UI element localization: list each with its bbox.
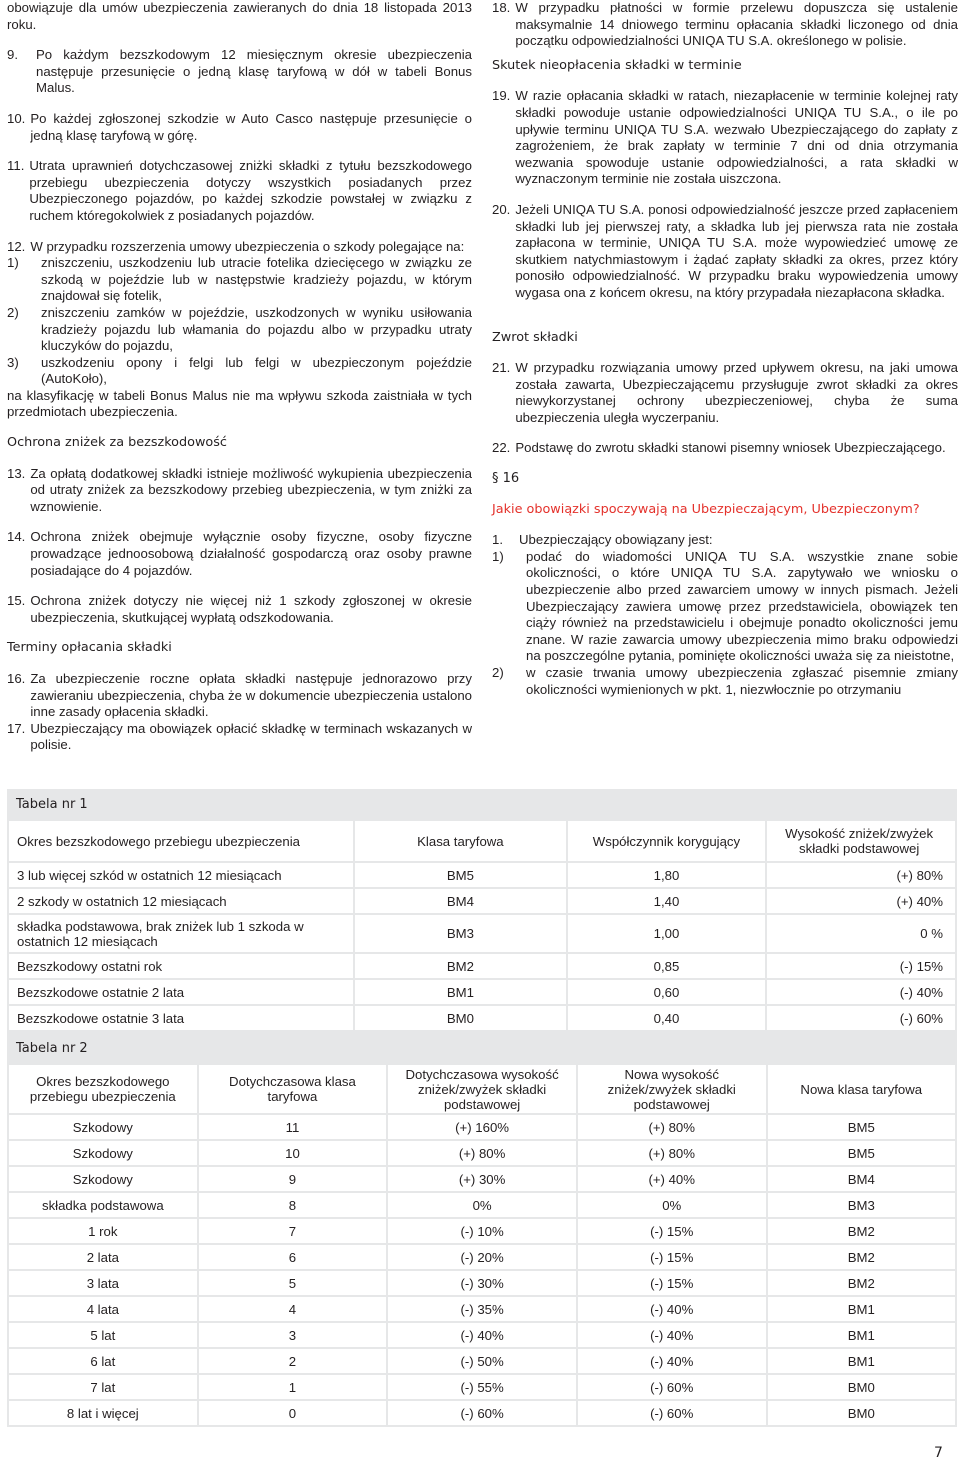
table-cell: 0 [198, 1400, 388, 1426]
table-cell: składka podstawowa [8, 1192, 198, 1218]
table-cell: (-) 55% [387, 1374, 577, 1400]
table-cell: 8 lat i więcej [8, 1400, 198, 1426]
table-cell: 1,40 [567, 888, 767, 914]
table-cell: (-) 40% [577, 1322, 767, 1348]
table-header-row [8, 820, 956, 862]
table-cell: BM2 [354, 953, 566, 979]
table-cell: 8 [198, 1192, 388, 1218]
table-cell: Bezszkodowe ostatnie 2 lata [8, 979, 354, 1005]
table-cell: BM2 [767, 1270, 956, 1296]
table-cell: (+) 40% [766, 888, 956, 914]
table-cell: (+) 80% [766, 862, 956, 888]
table-row [8, 1374, 956, 1400]
intro-text: obowiązuje dla umów ubezpieczenia zawieranych do dnia 18 listopada 2013 roku. [7, 0, 472, 32]
table-cell: 3 [198, 1322, 388, 1348]
left-column [7, 0, 472, 754]
paragraph-12: 12. W przypadku rozszerzenia umowy ubezpieczenia o szkody polegające na: [7, 238, 465, 254]
table-cell: Szkodowy [8, 1140, 198, 1166]
table-cell: 5 lat [8, 1322, 198, 1348]
table-cell: BM4 [767, 1166, 956, 1192]
table-cell: BM0 [767, 1400, 956, 1426]
paragraph-11: 11. Utrata uprawnień dotychczasowej zniżki składki z tytułu bezszkodowego przebiegu ubezpieczenia dotyczy wszystkich posiadanych przez Ubezpieczonego pojazdów, po każdej szkodzie powstałej w związku z ruchem któregokolwiek z posiadanych pojazdów. [7, 158, 472, 223]
table-row [8, 914, 956, 953]
list-item: 1) zniszczeniu, uszkodzeniu lub utracie fotelika dziecięcego w związku ze szkodą w pojeździe lub w następstwie kradzieży pojazdu, w którym znajdował się fotelik, [7, 255, 472, 304]
table-1-body [8, 862, 956, 1031]
table-cell: 0% [387, 1192, 577, 1218]
list-item: 2) w czasie trwania umowy ubezpieczenia zgłaszać pisemnie zmiany okoliczności wymienionych w pkt. 1, niezwłocznie po otrzymaniu [492, 665, 958, 697]
table-cell: Bezszkodowy ostatni rok [8, 953, 354, 979]
table-cell: (-) 40% [387, 1322, 577, 1348]
paragraph-15: 15. Ochrona zniżek dotyczy nie więcej niż 1 szkody zgłoszonej w okresie ubezpieczenia, skutkującej wypłatą odszkodowania. [7, 593, 472, 625]
table-2-caption: Tabela nr 2 [16, 1041, 88, 1056]
table-cell: 7 lat [8, 1374, 198, 1400]
paragraph-12-tail: na klasyfikację w tabeli Bonus Malus nie ma wpływu szkoda zaistniała w tych przedmiotach ubezpieczenia. [7, 387, 472, 420]
table-cell: 6 lat [8, 1348, 198, 1374]
table-cell: BM1 [354, 979, 566, 1005]
table-cell: BM5 [767, 1140, 956, 1166]
table-row [8, 1296, 956, 1322]
table-row [8, 1114, 956, 1140]
header-cell: Okres bezszkodowego przebiegu ubezpieczenia [8, 820, 354, 862]
table-row [8, 1400, 956, 1426]
table-cell: 1 rok [8, 1218, 198, 1244]
table-cell: 0,40 [567, 1005, 767, 1031]
paragraph-18: 18. W przypadku płatności w formie przelewu dopuszcza się ustalenie maksymalnie 14 dniowego terminu opłacania składki liczonego od dnia początku odpowiedzialności UNIQA TU S.A. określonego w polisie. [492, 0, 958, 49]
paragraph-21: 21. W przypadku rozwiązania umowy przed upływem okresu, na jaki umowa została zawarta, Ubezpieczającemu przysługuje zwrot składki za okres niewykorzystanej ochrony ubezpieczeniowej, chyba że suma ubezpieczenia uległa wyczerpaniu. [492, 360, 958, 425]
table-cell: (+) 30% [387, 1166, 577, 1192]
table-row [8, 979, 956, 1005]
list-item: 1) podać do wiadomości UNIQA TU S.A. wszystkie znane sobie okoliczności, o które UNIQA TU S.A. zapytywało we wniosku o ubezpieczenie albo przed zawarciem umowy w innych pismach. Jeżeli Ubezpieczający zawiera umowę przez przedstawiciela, obowiązek ten ciąży również na przedstawicielu i obejmuje ponadto okoliczności jemu znane. W razie zawarcia umowy ubezpieczenia mimo braku odpowiedzi na poszczególne pytania, pominięte okoliczności uważa się za nieistotne, [492, 548, 958, 664]
table-cell: 2 [198, 1348, 388, 1374]
table-cell: BM2 [767, 1244, 956, 1270]
table-1 [7, 819, 957, 1032]
paragraph-19: 19. W razie opłacania składki w ratach, niezapłacenie w terminie kolejnej raty składki powoduje ustanie odpowiedzialności UNIQA TU S.A., o ile po upływie terminu UNIQA TU S.A. wezwało Ubezpieczającego do zapłaty z zagrożeniem, że brak zapłaty w terminie 7 dni od dnia otrzymania wezwania spowoduje ustanie odpowiedzialności, a rata składki w wyznaczonym terminie nie została uiszczona. [492, 88, 958, 187]
header-cell: Nowa wysokość zniżek/zwyżek składki podstawowej [577, 1064, 767, 1114]
table-cell: składka podstawowa, brak zniżek lub 1 szkoda w ostatnich 12 miesiącach [8, 914, 354, 953]
heading-terminy: Terminy opłacania składki [7, 640, 172, 656]
table-cell: 7 [198, 1218, 388, 1244]
table-cell: BM0 [767, 1374, 956, 1400]
table-cell: Bezszkodowe ostatnie 3 lata [8, 1005, 354, 1031]
table-cell: (+) 80% [387, 1140, 577, 1166]
table-cell: 0,85 [567, 953, 767, 979]
header-cell: Dotychczasowa klasa taryfowa [198, 1064, 388, 1114]
table-cell: 0% [577, 1192, 767, 1218]
table-row [8, 1218, 956, 1244]
heading-ochrona-znizek: Ochrona zniżek za bezszkodowość [7, 435, 227, 451]
table-2 [7, 1063, 957, 1427]
table-cell: (-) 40% [766, 979, 956, 1005]
table-cell: BM2 [767, 1218, 956, 1244]
table-cell: 4 [198, 1296, 388, 1322]
table-cell: BM1 [767, 1296, 956, 1322]
table-2-body [8, 1114, 956, 1426]
table-2-block [7, 1033, 957, 1427]
table-cell: BM4 [354, 888, 566, 914]
table-cell: 4 lata [8, 1296, 198, 1322]
table-cell: (-) 40% [577, 1296, 767, 1322]
table-cell: (-) 60% [387, 1400, 577, 1426]
table-cell: (-) 10% [387, 1218, 577, 1244]
paragraph-10: 10. Po każdej zgłoszonej szkodzie w Auto Casco następuje przesunięcie o jedną klasę taryfową w górę. [7, 110, 472, 143]
paragraph-20: 20. Jeżeli UNIQA TU S.A. ponosi odpowiedzialność jeszcze przed zapłaceniem składki lub jej pierwszej raty, a składka lub jej pierwsza rata nie została zapłacona w terminie, UNIQA TU S.A. może wypowiedzieć umowę ze skutkiem natychmiastowym i żądać zapłaty składki za okres, przez który ponosiło odpowiedzialność. W przypadku braku wypowiedzenia umowy wygasa ona z końcem okresu, na który przypadała niezapłacona składka. [492, 201, 958, 300]
table-cell: Szkodowy [8, 1114, 198, 1140]
header-cell: Dotychczasowa wysokość zniżek/zwyżek składki podstawowej [387, 1064, 577, 1114]
page-number: 7 [934, 1445, 943, 1461]
table-1-block [7, 789, 957, 1038]
table-row [8, 1244, 956, 1270]
list-item: 3) uszkodzeniu opony i felgi lub felgi w ubezpieczonym pojeździe (AutoKoło), [7, 354, 472, 387]
table-1-caption: Tabela nr 1 [16, 797, 88, 812]
table-cell: (-) 15% [577, 1244, 767, 1270]
table-cell: 9 [198, 1166, 388, 1192]
table-cell: 1,00 [567, 914, 767, 953]
table-row [8, 1140, 956, 1166]
right-column [492, 0, 958, 698]
table-cell: (-) 60% [766, 1005, 956, 1031]
header-cell: Klasa taryfowa [354, 820, 566, 862]
table-cell: Szkodowy [8, 1166, 198, 1192]
table-cell: 1 [198, 1374, 388, 1400]
table-cell: 5 [198, 1270, 388, 1296]
table-cell: (-) 15% [577, 1218, 767, 1244]
table-cell: 0,60 [567, 979, 767, 1005]
list-item: 2) zniszczeniu zamków w pojeździe, uszkodzonych w wyniku usiłowania kradzieży pojazdu lub włamania do pojazdu albo w przypadku utraty kluczyków do pojazdu, [7, 304, 472, 354]
table-cell: 0 % [766, 914, 956, 953]
table-cell: (+) 80% [577, 1140, 767, 1166]
heading-obowiazki: Jakie obowiązki spoczywają na Ubezpieczającym, Ubezpieczonym? [492, 501, 920, 517]
table-row [8, 1005, 956, 1031]
table-cell: (-) 60% [577, 1400, 767, 1426]
table-row [8, 1348, 956, 1374]
header-cell: Nowa klasa taryfowa [767, 1064, 956, 1114]
table-cell: 2 lata [8, 1244, 198, 1270]
table-cell: (-) 15% [766, 953, 956, 979]
heading-zwrot: Zwrot składki [492, 329, 578, 345]
table-cell: 1,80 [567, 862, 767, 888]
table-row [8, 953, 956, 979]
table-row [8, 862, 956, 888]
table-cell: BM1 [767, 1348, 956, 1374]
table-cell: BM5 [354, 862, 566, 888]
table-cell: 2 szkody w ostatnich 12 miesiącach [8, 888, 354, 914]
paragraph-14: 14. Ochrona zniżek obejmuje wyłącznie osoby fizyczne, osoby fizyczne prowadzące jednoosobową działalność gospodarczą oraz osoby prawne posiadające do 4 pojazdów. [7, 529, 472, 578]
paragraph-22: 22. Podstawę do zwrotu składki stanowi pisemny wniosek Ubezpieczającego. [492, 440, 946, 456]
table-cell: (+) 80% [577, 1114, 767, 1140]
table-cell: (-) 50% [387, 1348, 577, 1374]
paragraph-17: 17. Ubezpieczający ma obowiązek opłacić składkę w terminach wskazanych w polisie. [7, 720, 472, 753]
table-cell: BM1 [767, 1322, 956, 1348]
section-number: § 16 [492, 471, 520, 487]
table-cell: BM3 [354, 914, 566, 953]
table-row [8, 888, 956, 914]
table-cell: (-) 40% [577, 1348, 767, 1374]
table-cell: 11 [198, 1114, 388, 1140]
table-header-row [8, 1064, 956, 1114]
table-cell: BM3 [767, 1192, 956, 1218]
table-cell: (+) 160% [387, 1114, 577, 1140]
table-cell: (-) 20% [387, 1244, 577, 1270]
table-cell: 3 lata [8, 1270, 198, 1296]
paragraph-13: 13. Za opłatą dodatkowej składki istnieje możliwość wykupienia ubezpieczenia od utraty zniżek za bezszkodowy przebieg ubezpieczenia, w tym zniżki za wznowienie. [7, 465, 472, 514]
table-row [8, 1192, 956, 1218]
paragraph-9: 9. Po każdym bezszkodowym 12 miesięcznym okresie ubezpieczenia następuje przesunięcie o jedną klasę taryfową w dół w tabeli Bonus Malus. [7, 47, 472, 96]
table-cell: 10 [198, 1140, 388, 1166]
table-cell: BM5 [767, 1114, 956, 1140]
header-cell: Okres bezszkodowego przebiegu ubezpieczenia [8, 1064, 198, 1114]
table-cell: 6 [198, 1244, 388, 1270]
paragraph-1: 1. Ubezpieczający obowiązany jest: [492, 532, 713, 548]
heading-skutek: Skutek nieopłacenia składki w terminie [492, 57, 742, 73]
table-row [8, 1322, 956, 1348]
table-cell: (-) 60% [577, 1374, 767, 1400]
table-cell: BM0 [354, 1005, 566, 1031]
table-cell: (+) 40% [577, 1166, 767, 1192]
table-cell: (-) 30% [387, 1270, 577, 1296]
header-cell: Współczynnik korygujący [567, 820, 767, 862]
header-cell: Wysokość zniżek/zwyżek składki podstawowej [766, 820, 956, 862]
table-cell: 3 lub więcej szkód w ostatnich 12 miesiącach [8, 862, 354, 888]
table-row [8, 1166, 956, 1192]
table-cell: (-) 35% [387, 1296, 577, 1322]
paragraph-16: 16. Za ubezpieczenie roczne opłata składki następuje jednorazowo przy zawieraniu ubezpieczenia, chyba że w dokumencie ubezpieczenia ustalono inne zasady opłacenia składki. [7, 671, 472, 720]
table-row [8, 1270, 956, 1296]
table-cell: (-) 15% [577, 1270, 767, 1296]
